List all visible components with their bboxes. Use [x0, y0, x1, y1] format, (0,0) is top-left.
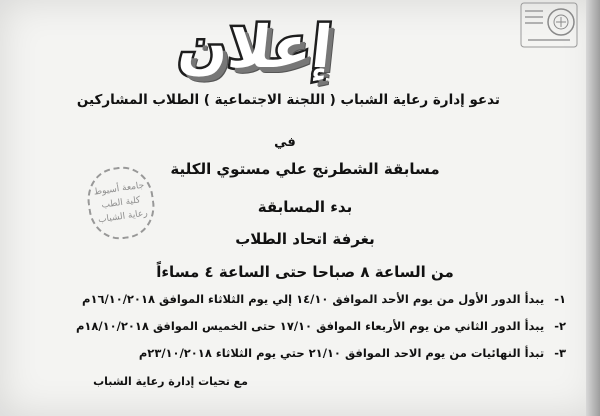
schedule-number: ٣- — [554, 346, 566, 360]
hours-line: من الساعة ٨ صباحا حتى الساعة ٤ مساءاً — [156, 263, 454, 281]
location-line: بغرفة اتحاد الطلاب — [235, 230, 375, 248]
schedule-number: ٢- — [554, 319, 566, 333]
start-label: بدء المسابقة — [257, 198, 353, 216]
schedule-text: يبدأ الدور الأول من يوم الأحد الموافق ١٤/١٠ إلي يوم الثلاثاء الموافق ١٦/١٠/٢٠١٨م — [82, 292, 545, 306]
schedule-item — [139, 346, 566, 360]
stamp-line: جامعة أسيوط — [93, 180, 145, 198]
university-logo — [520, 2, 578, 48]
closing-line: مع تحيات إدارة رعاية الشباب — [93, 375, 248, 388]
schedule-item — [82, 292, 566, 306]
page-edge — [586, 0, 600, 416]
schedule-text: يبدأ الدور الثاني من يوم الأربعاء الموافق ١٧/١٠ حتى الخميس الموافق ١٨/١٠/٢٠١٨م — [75, 319, 545, 333]
stamp-line: كلية الطب — [100, 195, 142, 211]
schedule-text: تبدأ النهائيات من يوم الاحد الموافق ٢١/١٠ حتي يوم الثلاثاء ٢٣/١٠/٢٠١٨م — [138, 346, 545, 360]
stamp-line: رعاية الشباب — [97, 208, 149, 226]
schedule-number: ١- — [554, 292, 566, 306]
intro-line: تدعو إدارة رعاية الشباب ( اللجنة الاجتماعية ) الطلاب المشاركين — [76, 92, 500, 108]
announcement-title: إعلان — [175, 13, 336, 81]
in-word: في — [274, 135, 296, 150]
schedule-item — [76, 319, 566, 333]
competition-name: مسابقة الشطرنج علي مستوي الكلية — [170, 160, 440, 178]
